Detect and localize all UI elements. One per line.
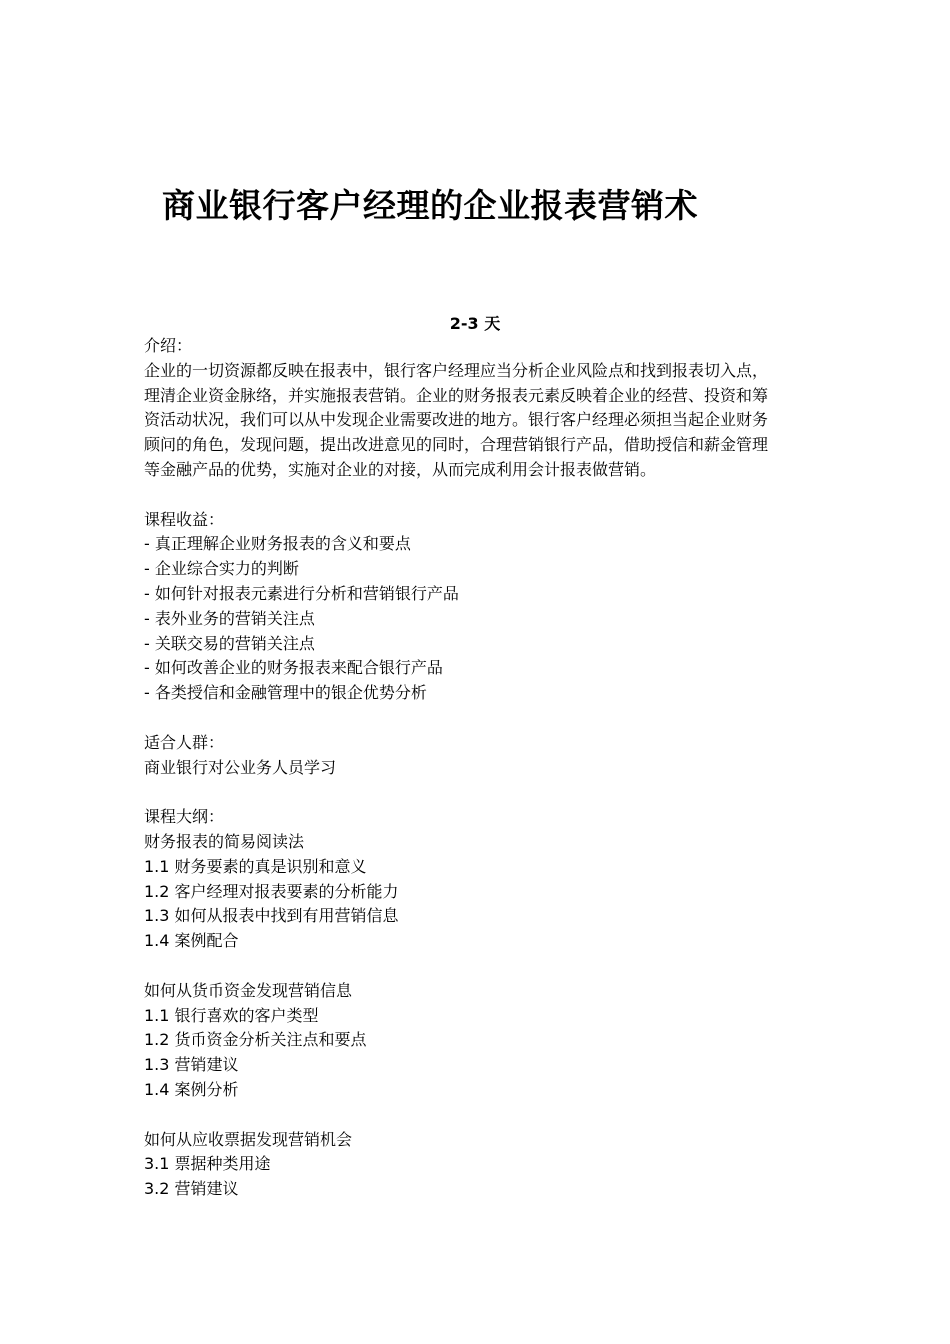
outline-item: 1.4 案例分析 [144, 1079, 239, 1099]
outline-item: 1.3 营销建议 [144, 1055, 239, 1075]
paragraph-gap [144, 1103, 810, 1128]
paragraph-gap [144, 483, 810, 508]
outline-label: 课程大纲： [144, 807, 225, 827]
audience-text: 商业银行对公业务人员学习 [144, 757, 337, 777]
outline-item: 3.2 营销建议 [144, 1179, 239, 1199]
intro-line: 资活动状况，我们可以从中发现企业需要改进的地方。银行客户经理必须担当起企业财务 [144, 410, 769, 430]
outline-item: 1.3 如何从报表中找到有用营销信息 [144, 906, 399, 926]
intro-line: 顾问的角色，发现问题，提出改进意见的同时，合理营销银行产品，借助授信和薪金管理 [144, 435, 769, 455]
benefit-item: - 各类授信和金融管理中的银企优势分析 [144, 683, 427, 703]
document-title: 商业银行客户经理的企业报表营销术 [162, 186, 698, 225]
benefit-item: - 如何改善企业的财务报表来配合银行产品 [144, 658, 443, 678]
intro-line: 企业的一切资源都反映在报表中，银行客户经理应当分析企业风险点和找到报表切入点， [144, 360, 769, 380]
outline-item: 1.4 案例配合 [144, 931, 239, 951]
paragraph-gap [144, 954, 810, 979]
benefit-item: - 真正理解企业财务报表的含义和要点 [144, 534, 411, 554]
outline-section-heading: 财务报表的简易阅读法 [144, 831, 305, 851]
benefit-item: - 企业综合实力的判断 [144, 559, 299, 579]
benefits-label: 课程收益： [144, 509, 225, 529]
outline-section-heading: 如何从货币资金发现营销信息 [144, 980, 353, 1000]
outline-item: 1.2 客户经理对报表要素的分析能力 [144, 881, 399, 901]
paragraph-gap [144, 706, 810, 731]
benefit-item: - 如何针对报表元素进行分析和营销银行产品 [144, 583, 459, 603]
intro-line: 等金融产品的优势，实施对企业的对接，从而完成利用会计报表做营销。 [144, 459, 657, 479]
outline-item: 3.1 票据种类用途 [144, 1154, 271, 1174]
paragraph-gap [144, 780, 810, 805]
outline-item: 1.1 银行喜欢的客户类型 [144, 1005, 319, 1025]
document-body [144, 334, 810, 1202]
outline-section-heading: 如何从应收票据发现营销机会 [144, 1129, 353, 1149]
outline-item: 1.1 财务要素的真是识别和意义 [144, 856, 367, 876]
intro-label: 介绍： [144, 336, 193, 355]
benefit-item: - 表外业务的营销关注点 [144, 608, 315, 628]
outline-item: 1.2 货币资金分析关注点和要点 [144, 1030, 367, 1050]
benefit-item: - 关联交易的营销关注点 [144, 633, 315, 653]
audience-label: 适合人群： [144, 732, 225, 752]
intro-line: 理清企业资金脉络，并实施报表营销。企业的财务报表元素反映着企业的经营、投资和筹 [144, 385, 769, 405]
course-duration: 2-3 天 [449, 314, 501, 333]
